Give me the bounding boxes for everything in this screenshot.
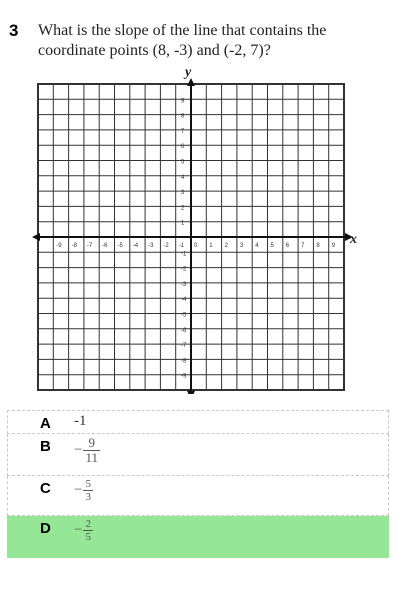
choice-b[interactable] xyxy=(7,434,389,476)
coordinate-grid xyxy=(30,64,360,394)
choice-letter: D xyxy=(40,520,51,537)
x-tick-label: 3 xyxy=(239,243,244,249)
x-tick-label: -2 xyxy=(163,243,169,249)
x-tick-label: -7 xyxy=(86,243,93,249)
x-tick-label: -6 xyxy=(102,243,108,249)
fraction xyxy=(74,478,93,503)
y-tick-label: 7 xyxy=(181,128,185,135)
x-tick-label: -4 xyxy=(132,243,139,249)
x-tick-label: 7 xyxy=(301,243,305,249)
numerator: 2 xyxy=(85,518,91,530)
denominator: 5 xyxy=(85,531,91,543)
minus-sign: − xyxy=(74,482,83,498)
y-tick-label: -5 xyxy=(181,312,187,319)
y-tick-label: 8 xyxy=(181,113,185,120)
choice-letter: B xyxy=(40,438,51,455)
tick-labels xyxy=(56,98,335,379)
x-tick-label: 8 xyxy=(316,243,320,249)
y-axis-arrow-down-icon xyxy=(187,391,195,394)
x-tick-label: 0 xyxy=(194,243,198,249)
y-tick-label: -2 xyxy=(181,266,187,273)
x-axis-label: x xyxy=(350,232,357,247)
x-tick-label: -1 xyxy=(178,243,185,249)
y-tick-label: -9 xyxy=(181,373,187,380)
question-number: 3 xyxy=(9,21,19,40)
y-tick-label: 1 xyxy=(181,220,185,227)
y-tick-label: -1 xyxy=(181,251,187,258)
y-axis-label: y xyxy=(185,65,192,80)
y-tick-label: 9 xyxy=(181,98,185,105)
choice-letter: A xyxy=(40,415,51,432)
answer-choices xyxy=(7,410,389,558)
question-text: What is the slope of the line that contains the coordinate points (8, -3) and (-2, 7)? xyxy=(38,22,327,59)
numerator: 9 xyxy=(88,435,95,450)
x-tick-label: 6 xyxy=(285,243,290,249)
y-tick-label: -6 xyxy=(181,327,187,334)
y-tick-label: 6 xyxy=(181,144,185,151)
fraction xyxy=(74,518,93,543)
x-tick-label: 1 xyxy=(209,243,213,249)
y-tick-label: 3 xyxy=(181,190,185,197)
choice-d[interactable] xyxy=(7,516,389,558)
x-tick-label: -5 xyxy=(117,243,123,249)
y-tick-label: -7 xyxy=(181,343,187,350)
y-tick-label: -4 xyxy=(181,297,187,304)
minus-sign: − xyxy=(74,442,83,458)
choice-value: -1 xyxy=(74,413,87,429)
y-tick-label: 2 xyxy=(181,205,185,212)
choice-c[interactable] xyxy=(7,476,389,516)
denominator: 11 xyxy=(85,450,98,465)
x-tick-label: 4 xyxy=(255,243,259,249)
x-tick-label: -8 xyxy=(71,243,77,249)
choice-letter: C xyxy=(40,480,51,497)
x-axis-arrow-left-icon xyxy=(32,233,40,241)
axes xyxy=(32,78,353,394)
y-tick-label: 5 xyxy=(181,159,185,166)
numerator: 5 xyxy=(85,478,91,490)
question-header xyxy=(0,18,403,62)
x-tick-label: 9 xyxy=(331,243,336,249)
x-tick-label: 2 xyxy=(224,243,228,249)
x-tick-label: -3 xyxy=(148,243,154,249)
x-tick-label: 5 xyxy=(270,243,274,249)
y-tick-label: -8 xyxy=(181,358,187,365)
fraction xyxy=(74,436,100,465)
choice-a[interactable] xyxy=(7,410,389,434)
minus-sign: − xyxy=(74,522,83,538)
y-tick-label: -3 xyxy=(181,281,187,288)
x-tick-label: -9 xyxy=(56,243,62,249)
denominator: 3 xyxy=(85,491,91,503)
y-tick-label: 4 xyxy=(181,174,185,181)
